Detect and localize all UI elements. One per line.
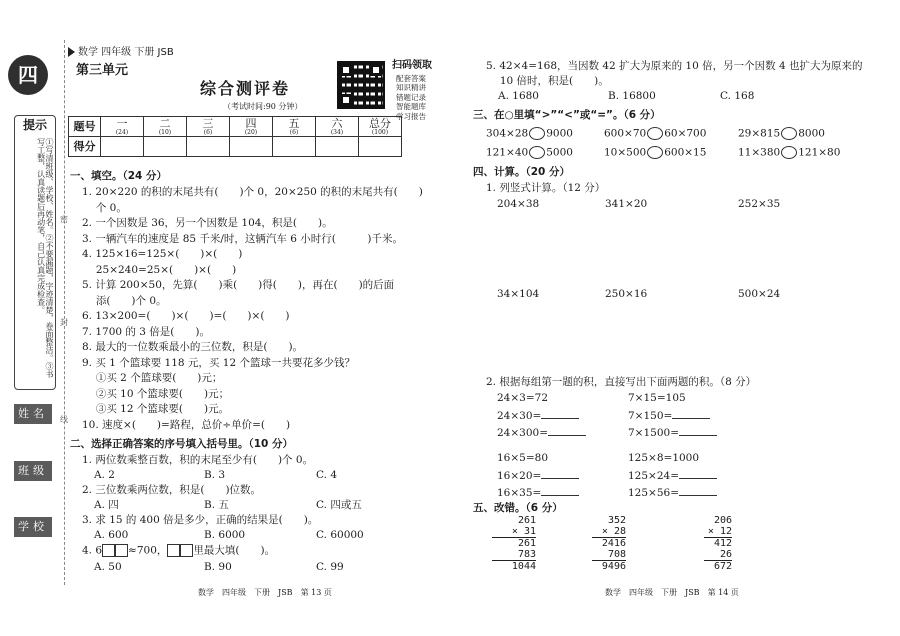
fill-line: 10. 速度×( )=路程，总价÷单价=( ) <box>82 418 291 431</box>
calc-item: 204×38 <box>497 198 540 210</box>
section-1-list <box>82 186 423 434</box>
digit-box[interactable] <box>115 544 128 557</box>
section-2-title: 二、选择正确答案的序号填入括号里。（10 分） <box>70 438 294 450</box>
score-col-5: 五 (6) <box>273 117 316 137</box>
school-label: 学校 <box>14 517 52 537</box>
fill-line: 25×240=25×( )×( ) <box>82 263 237 276</box>
score-col-1: 一 (24) <box>101 117 144 137</box>
unit-title: 第三单元 <box>76 63 129 78</box>
calc-item: 500×24 <box>738 288 781 300</box>
compare-grid: 304×28 9000 600×70 60×700 29×815 8000 121×40 5000 10×500 600×15 11×380 121×80 <box>486 127 841 159</box>
score-col-3: 三 (6) <box>187 117 230 137</box>
section-4-sub1: 1. 列竖式计算。（12 分） <box>486 182 606 194</box>
score-cell[interactable] <box>316 137 359 157</box>
score-col-4: 四 (20) <box>230 117 273 137</box>
binding-dashed-line <box>64 40 65 585</box>
fill-line: 3. 一辆汽车的速度是 85 千米/时，这辆汽车 6 小时行( )千米。 <box>82 232 403 245</box>
unit-badge-icon: 四 <box>8 55 48 95</box>
product-group: 7×15=105 7×150= 7×1500= <box>628 392 717 443</box>
calc-item: 34×104 <box>497 288 540 300</box>
section-3-title: 三、在○里填“>”“<”或“=”。（6 分） <box>473 109 661 121</box>
name-label: 姓名 <box>14 404 52 424</box>
fill-line: ①买 2 个篮球要( )元； <box>82 372 223 384</box>
answer-blank[interactable] <box>541 409 579 419</box>
score-table <box>68 116 402 157</box>
section-5-title: 五、改错。（6 分） <box>473 502 563 514</box>
section-4-title: 四、计算。（20 分） <box>473 166 571 178</box>
score-cell[interactable] <box>101 137 144 157</box>
score-cell[interactable] <box>359 137 402 157</box>
compare-circle[interactable] <box>529 146 545 159</box>
answer-blank[interactable] <box>548 426 586 436</box>
fill-line: 7. 1700 的 3 倍是( )。 <box>82 325 210 338</box>
vertical-calc: 352 × 28 2416 708 9496 <box>592 515 626 572</box>
exam-title: 综合测评卷 <box>200 79 291 98</box>
section-1-title: 一、填空。（24 分） <box>70 170 168 182</box>
digit-box[interactable] <box>180 544 193 557</box>
footer-left: 数学 四年级 下册 JSB 第 13 页 <box>198 588 332 597</box>
product-group: 125×8=1000 125×24= 125×56= <box>628 452 717 503</box>
product-group: 24×3=72 24×30= 24×300= <box>497 392 586 443</box>
tip-title: 提示 <box>22 118 47 132</box>
subject-tag: 数学 四年级 下册 JSB <box>68 47 174 59</box>
fill-line: ②买 10 个篮球要( )元； <box>82 387 230 400</box>
exam-time: （考试时间:90 分钟） <box>223 102 303 111</box>
footer-right: 数学 四年级 下册 JSB 第 14 页 <box>605 588 739 597</box>
fill-line: 9. 买 1 个篮球要 118 元，买 12 个篮球一共要花多少钱？ <box>82 356 355 369</box>
compare-circle[interactable] <box>781 127 797 140</box>
score-col-2: 二 (10) <box>144 117 187 137</box>
compare-circle[interactable] <box>647 146 663 159</box>
fill-line: ③买 12 个篮球要( )元。 <box>82 403 230 415</box>
section-2-list: 1. 两位数乘整百数，积的末尾至少有( )个 0。 A. 2 B. 3 C. 4 2. 三位数乘两位数，积是( )位数。 A. 四 B. 五 C. 四或五 3. 求 15 的 400 倍是多少，正确的结果是( )。 A. 600 B. 6000 C. 60000 4. 6 ≈700， 里最大填( )。 A. 50 B. 90 C. 99 <box>82 454 364 573</box>
qr-code-icon[interactable] <box>337 61 385 109</box>
fill-line: 5. 计算 200×50，先算( )乘( )得( )，再在( )的后面 <box>82 279 395 291</box>
scan-title: 扫码领取 <box>392 60 432 71</box>
compare-circle[interactable] <box>647 127 663 140</box>
fill-line: 1. 20×220 的积的末尾共有( )个 0，20×250 的积的末尾共有( ) <box>82 186 423 198</box>
score-table-header: 题号 <box>69 117 101 137</box>
bind-char-xian: 线 <box>60 415 68 424</box>
fill-line: 4. 125×16=125×( )×( ) <box>82 248 243 260</box>
score-cell[interactable] <box>273 137 316 157</box>
product-group: 16×5=80 16×20= 16×35= <box>497 452 579 503</box>
fill-line: 个 0。 <box>82 201 127 214</box>
tip-text: ①写清班级、学校、姓名。②不要漏题，字迹清楚，卷面整洁。③书写工整，认真读题后再动笔，自己认真完成检查。 <box>36 138 54 378</box>
class-label: 班级 <box>14 461 52 481</box>
vertical-calc: 261 × 31 261 783 1044 <box>492 515 536 572</box>
fill-line: 添( )个 0。 <box>82 294 167 307</box>
scan-items: 配套答案 知识精讲 错题记录 智能题库 学习报告 <box>396 74 426 121</box>
calc-item: 252×35 <box>738 198 781 210</box>
score-col-6: 六 (34) <box>316 117 359 137</box>
fill-line: 2. 一个因数是 36，另一个因数是 104，积是( )。 <box>82 217 333 229</box>
fill-line: 8. 最大的一位数乘最小的三位数，积是( )。 <box>82 341 304 353</box>
answer-blank[interactable] <box>679 469 717 479</box>
answer-blank[interactable] <box>679 426 717 436</box>
answer-blank[interactable] <box>541 469 579 479</box>
bind-char-mi: 密 <box>60 215 68 224</box>
calc-item: 341×20 <box>605 198 648 210</box>
compare-circle[interactable] <box>781 146 797 159</box>
calc-item: 250×16 <box>605 288 648 300</box>
answer-blank[interactable] <box>672 409 710 419</box>
bind-char-feng: 封 <box>60 318 68 327</box>
answer-blank[interactable] <box>679 486 717 496</box>
score-cell[interactable] <box>144 137 187 157</box>
compare-circle[interactable] <box>529 127 545 140</box>
fill-line: 6. 13×200=( )×( )=( )×( ) <box>82 310 290 322</box>
section-4-sub2: 2. 根据每组第一题的积，直接写出下面两题的积。（8 分） <box>486 376 757 388</box>
score-col-total: 总分 (100) <box>359 117 402 137</box>
digit-box[interactable] <box>167 544 180 557</box>
answer-blank[interactable] <box>541 486 579 496</box>
score-row-label: 得分 <box>69 137 101 157</box>
question-5: 5. 42×4=168，当因数 42 扩大为原来的 10 倍，另一个因数 4 也扩大为原来的 10 倍时，积是( )。 A. 1680 B. 16800 C. 168 <box>486 60 863 102</box>
score-cell[interactable] <box>230 137 273 157</box>
vertical-calc: 206 × 12 412 26 672 <box>704 515 732 572</box>
score-cell[interactable] <box>187 137 230 157</box>
digit-box[interactable] <box>102 544 115 557</box>
